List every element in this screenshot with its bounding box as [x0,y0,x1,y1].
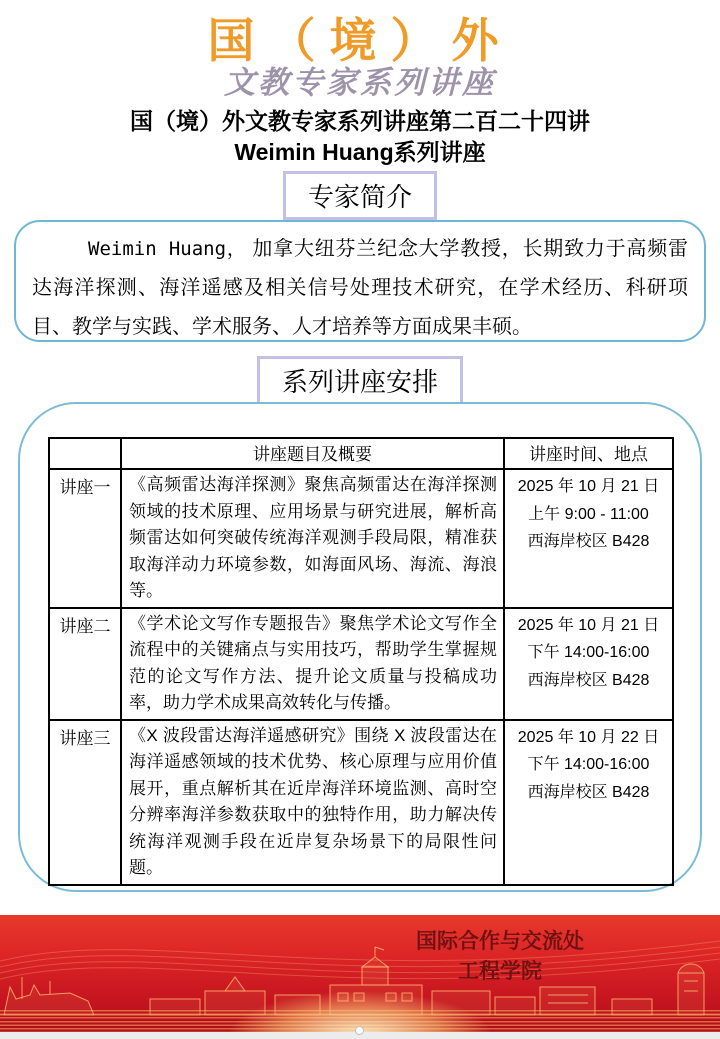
footer-organizer-1: 国际合作与交流处 [416,929,584,953]
lecture3-label: 讲座三 [49,720,121,885]
lecture2-label: 讲座二 [49,608,121,720]
expert-intro-heading: 专家简介 [283,171,437,220]
logo-line2: 文教专家系列讲座 [224,65,496,100]
lecture1-place: 西海岸校区 B428 [527,533,650,550]
header-topic: 讲座题目及概要 [121,438,504,469]
footer-banner [0,915,720,1032]
expert-intro-box [14,220,706,342]
lecture3-time [504,720,673,885]
table-row [49,469,673,608]
footer-organizer-2: 工程学院 [458,959,542,983]
lecture1-date: 2025 年 10 月 21 日 [517,478,660,495]
speaker-series-title [0,137,720,168]
table-row [49,608,673,720]
schedule-heading: 系列讲座安排 [257,356,463,405]
lecture3-summary: 《X 波段雷达海洋遥感研究》围绕 X 波段雷达在海洋遥感领域的技术优势、核心原理与应用价值展开，重点解析其在近岸海洋环境监测、高时空分辨率海洋参数获取中的独特作用，助力解决传统海洋观测手段在近岸复杂场景下的局限性问题。 [121,720,504,885]
expert-intro-text: 加拿大纽芬兰纪念大学教授，长期致力于高频雷达海洋探测、海洋遥感及相关信号处理技术研究，在学术经历、科研项目、教学与实践、学术服务、人才培养等方面成果丰硕。 [32,238,688,338]
logo-line1: 国（境）外 [207,14,513,67]
title-block [0,106,720,168]
table-header-row [49,438,673,469]
speaker-name: Weimin Huang [234,139,394,165]
lecture2-time [504,608,673,720]
lecture3-hours: 下午 14:00-16:00 [527,756,650,773]
lecture2-place: 西海岸校区 B428 [527,671,650,689]
lecture3-place: 西海岸校区 B428 [527,783,650,801]
header-empty [49,438,121,469]
lecture1-label: 讲座一 [49,469,121,608]
scroll-handle[interactable] [355,1026,364,1035]
lecture1-hours: 上午 9:00 - 11:00 [528,505,649,523]
series-logo [0,16,720,100]
lecture2-summary: 《学术论文写作专题报告》聚焦学术论文写作全流程中的关键痛点与实用技巧，帮助学生掌握规范的论文写作方法、提升论文质量与投稿成功率，助力学术成果高效转化与传播。 [121,608,504,720]
expert-intro-paragraph [32,230,688,347]
table-row [49,720,673,885]
footer-organizers [360,926,640,986]
lecture-series-title: 国（境）外文教专家系列讲座第二百二十四讲 [130,109,590,134]
lecture1-summary: 《高频雷达海洋探测》聚焦高频雷达在海洋探测领域的技术原理、应用场景与研究进展，解析高频雷达如何突破传统海洋观测手段局限，精准获取海洋动力环境参数，如海面风场、海流、海浪等。 [121,469,504,608]
header-time-place: 讲座时间、地点 [504,438,673,469]
lecture2-date: 2025 年 10 月 21 日 [517,616,660,634]
lecture1-time [504,469,673,608]
expert-intro-name: Weimin Huang， [88,238,247,260]
speaker-series-suffix: 系列讲座 [393,140,486,165]
lecture2-hours: 下午 14:00-16:00 [527,644,650,661]
lecture3-date: 2025 年 10 月 22 日 [517,728,660,746]
schedule-table [48,437,674,886]
